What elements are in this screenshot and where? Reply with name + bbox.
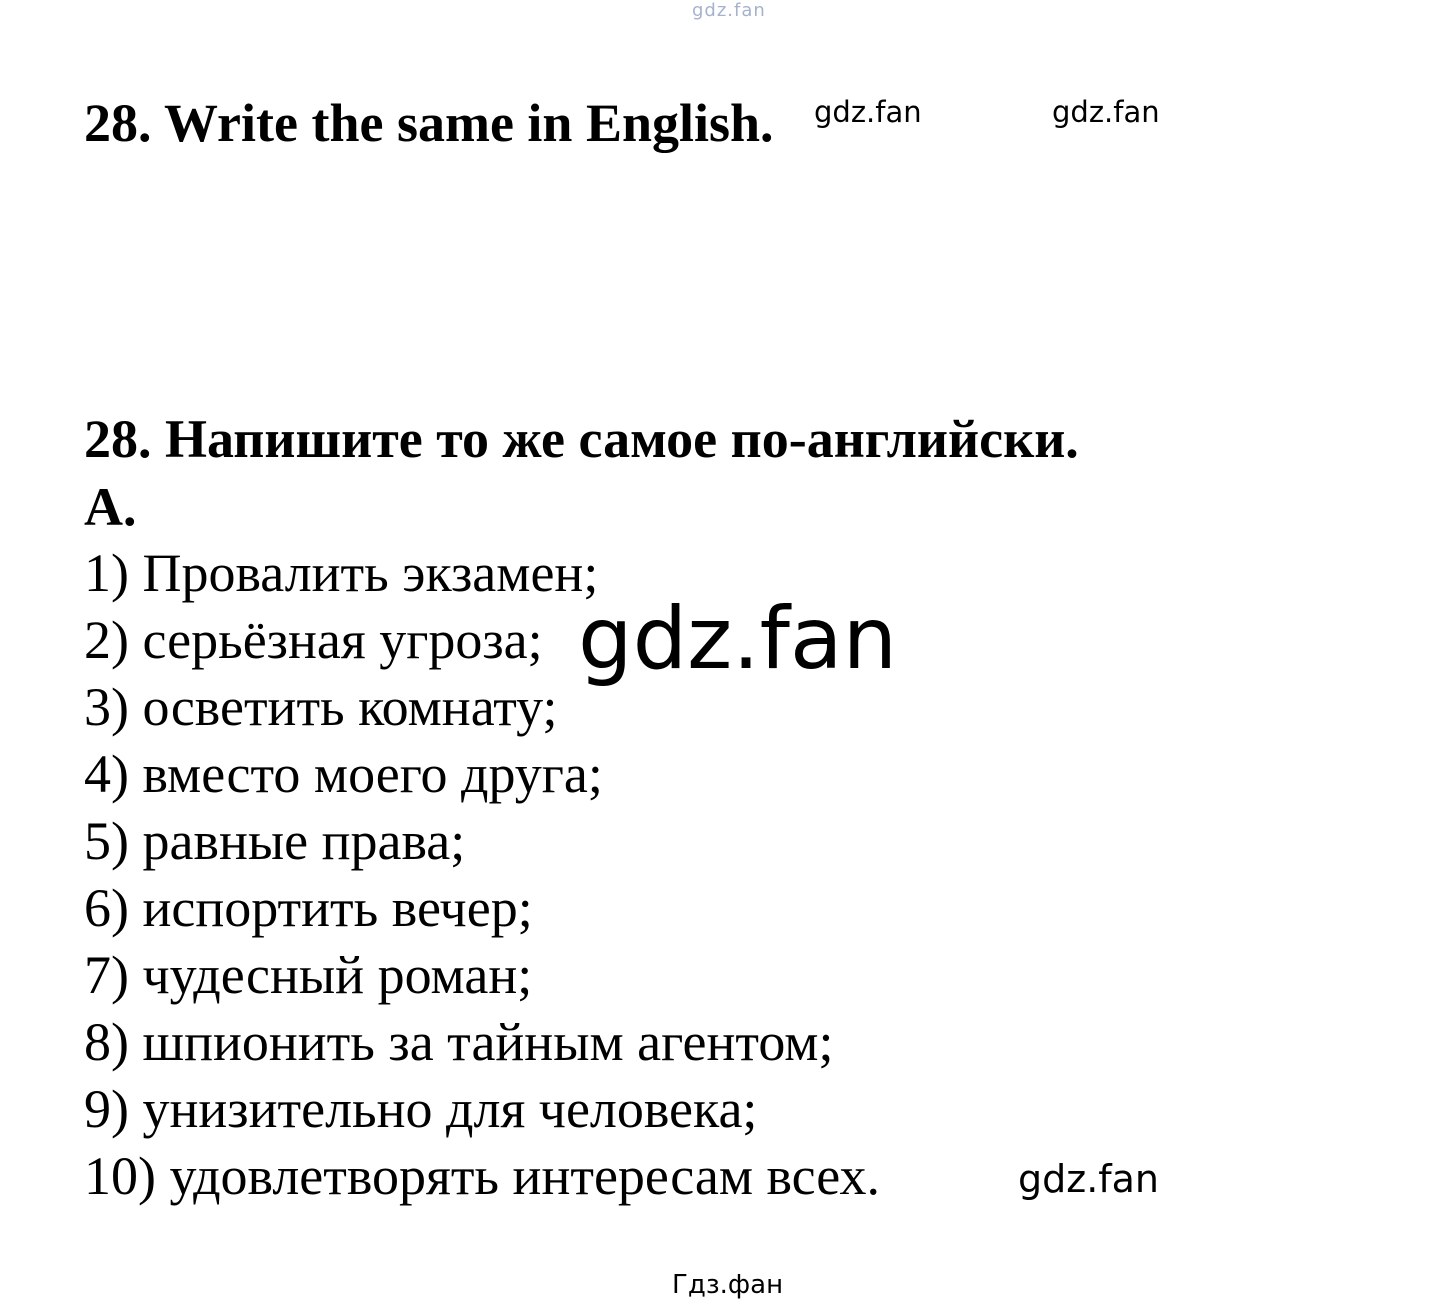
list-item: 4) вместо моего друга; [84, 744, 603, 804]
watermark-center: gdz.fan [578, 589, 898, 689]
exercise-title-english: 28. Write the same in English. [84, 93, 774, 153]
watermark-bottom: Гдз.фан [672, 1270, 784, 1300]
list-item: 6) испортить вечер; [84, 878, 533, 938]
list-item: 8) шпионить за тайным агентом; [84, 1012, 834, 1072]
watermark-right-top: gdz.fan [1052, 95, 1160, 129]
watermark-top: gdz.fan [692, 0, 766, 21]
list-item: 7) чудесный роман; [84, 945, 533, 1005]
list-item: 3) осветить комнату; [84, 677, 558, 737]
watermark-title-overlap: gdz.fan [814, 95, 922, 129]
list-item: 2) серьёзная угроза; [84, 610, 543, 670]
list-item: 10) удовлетворять интересам всех. [84, 1146, 881, 1206]
exercise-title-russian: 28. Напишите то же самое по-английски. [84, 409, 1079, 469]
list-item: 5) равные права; [84, 811, 466, 871]
list-item: 9) унизительно для человека; [84, 1079, 758, 1139]
watermark-right-bottom: gdz.fan [1018, 1157, 1160, 1201]
list-item: 1) Провалить экзамен; [84, 543, 599, 603]
section-label: A. [84, 477, 137, 537]
